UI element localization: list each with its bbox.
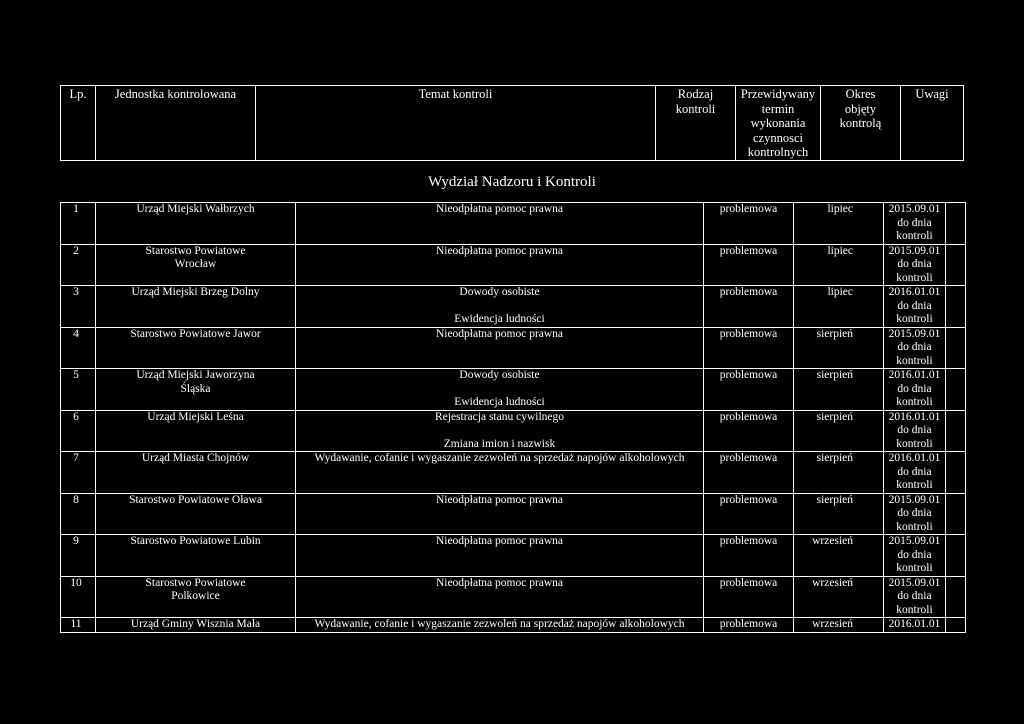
- row-period-line: 2015.09.01: [888, 493, 941, 506]
- header-term-line: Przewidywany: [740, 87, 816, 101]
- row-topic: [296, 576, 704, 618]
- row-term-text: sierpień: [816, 369, 853, 381]
- row-unit: [96, 535, 296, 577]
- row-type: [704, 327, 794, 369]
- row-topic-line: Dowody osobiste: [459, 369, 540, 381]
- row-number-text: 10: [70, 576, 82, 589]
- table-row: [61, 618, 966, 633]
- row-period-line: do dnia: [897, 548, 932, 561]
- row-period-line: kontroli: [896, 520, 933, 533]
- row-unit-line: Starostwo Powiatowe: [145, 576, 246, 589]
- row-period: [884, 410, 946, 452]
- row-unit-line: Starostwo Powiatowe Oława: [129, 493, 262, 506]
- row-period-line: do dnia: [897, 424, 932, 436]
- row-period-line: do dnia: [897, 382, 932, 395]
- row-topic: [296, 535, 704, 577]
- row-number-text: 6: [73, 410, 79, 423]
- row-type-text: problemowa: [719, 410, 778, 423]
- row-period-line: do dnia: [897, 590, 932, 602]
- row-unit: [96, 203, 296, 245]
- table-row: [61, 452, 966, 494]
- row-type: [704, 493, 794, 535]
- row-type-text: problemowa: [719, 452, 778, 464]
- row-period-line: 2015.09.01: [888, 576, 941, 589]
- row-term: [794, 203, 884, 245]
- row-type-text: problemowa: [719, 327, 778, 340]
- section-title: Wydział Nadzoru i Kontroli: [428, 174, 596, 190]
- row-unit-line: Urząd Miasta Chojnów: [141, 452, 250, 464]
- row-type-text: problemowa: [719, 618, 778, 630]
- row-number: [61, 327, 96, 369]
- row-topic: [296, 410, 704, 452]
- row-number-text: 3: [73, 286, 79, 298]
- header-period-line: Okres: [845, 87, 876, 101]
- row-number: [61, 286, 96, 328]
- row-period-line: kontroli: [896, 313, 933, 325]
- row-type-text: problemowa: [719, 244, 778, 257]
- header-term-line: kontrolnych: [747, 145, 809, 159]
- row-number-text: 11: [70, 618, 82, 630]
- row-term: [794, 493, 884, 535]
- row-number-text: 2: [73, 244, 79, 257]
- row-type: [704, 286, 794, 328]
- row-period: [884, 203, 946, 245]
- header-unit: Jednostka kontrolowana: [96, 86, 256, 161]
- row-number: [61, 535, 96, 577]
- row-unit-line: Starostwo Powiatowe: [145, 244, 246, 257]
- row-topic: [296, 493, 704, 535]
- row-term: [794, 410, 884, 452]
- row-number: [61, 452, 96, 494]
- row-topic-line: Ewidencja ludności: [454, 313, 545, 325]
- row-term: [794, 618, 884, 633]
- row-notes: [946, 535, 966, 577]
- row-term: [794, 327, 884, 369]
- row-unit: [96, 618, 296, 633]
- row-type: [704, 535, 794, 577]
- row-term: [794, 244, 884, 286]
- header-term-line: termin: [761, 101, 795, 116]
- row-period-line: 2016.01.01: [888, 286, 941, 298]
- row-type-text: problemowa: [719, 576, 778, 589]
- row-number-text: 9: [73, 535, 79, 547]
- row-period-line: kontroli: [896, 562, 933, 574]
- header-lp: Lp.: [61, 86, 96, 161]
- table-row: [61, 327, 966, 369]
- row-term-text: sierpień: [816, 410, 853, 423]
- row-notes: [946, 493, 966, 535]
- row-period-line: do dnia: [897, 341, 932, 353]
- row-period-line: kontroli: [896, 354, 933, 367]
- header-term-line: czynnosci: [753, 130, 803, 145]
- row-number: [61, 244, 96, 286]
- header-type-line: Rodzaj: [677, 87, 714, 101]
- header-topic: Temat kontroli: [256, 86, 656, 161]
- row-notes: [946, 244, 966, 286]
- row-topic: [296, 327, 704, 369]
- row-unit-line: Urząd Gminy Wisznia Mała: [130, 618, 261, 630]
- row-period-line: do dnia: [897, 258, 932, 270]
- row-period: [884, 452, 946, 494]
- row-unit: [96, 452, 296, 494]
- row-unit: [96, 410, 296, 452]
- row-period-line: 2016.01.01: [888, 369, 941, 381]
- row-period-line: 2015.09.01: [888, 535, 941, 547]
- row-period-line: do dnia: [897, 465, 932, 478]
- row-period-line: do dnia: [897, 299, 932, 312]
- row-type-text: problemowa: [719, 203, 778, 215]
- table-row: [61, 493, 966, 535]
- row-unit-line: Wrocław: [174, 258, 217, 270]
- row-period-line: kontroli: [896, 396, 933, 408]
- row-topic-line: Wydawanie, cofanie i wygaszanie zezwoleń na sprzedaż napojów alkoholowych: [314, 618, 685, 630]
- table-row: [61, 410, 966, 452]
- header-term-line: wykonania: [750, 116, 806, 130]
- row-topic-line: Nieodpłatna pomoc prawna: [435, 244, 564, 257]
- header-period-line: objęty: [844, 101, 877, 116]
- table-row: [61, 203, 966, 245]
- row-topic: [296, 203, 704, 245]
- row-period-line: kontroli: [896, 230, 933, 242]
- row-period-line: 2016.01.01: [888, 410, 941, 423]
- row-unit: [96, 286, 296, 328]
- row-unit-line: Starostwo Powiatowe Lubin: [130, 535, 261, 547]
- row-term: [794, 576, 884, 618]
- row-period: [884, 576, 946, 618]
- row-notes: [946, 369, 966, 411]
- row-unit-line: Urząd Miejski Wałbrzych: [136, 203, 255, 215]
- row-period-line: do dnia: [897, 216, 932, 229]
- row-number-text: 1: [73, 203, 79, 215]
- row-topic-line: Rejestracja stanu cywilnego: [434, 410, 564, 423]
- row-unit-line: Urząd Miejski Jaworzyna: [136, 369, 255, 381]
- row-period-line: 2015.09.01: [888, 203, 941, 215]
- row-topic: [296, 244, 704, 286]
- row-number: [61, 369, 96, 411]
- row-number: [61, 493, 96, 535]
- row-topic-line: Nieodpłatna pomoc prawna: [435, 203, 564, 215]
- row-notes: [946, 286, 966, 328]
- row-term-text: wrzesień: [812, 576, 853, 589]
- row-period-line: 2015.09.01: [888, 327, 941, 340]
- row-topic-line: Nieodpłatna pomoc prawna: [435, 327, 564, 340]
- row-topic-line: Ewidencja ludności: [454, 396, 545, 408]
- row-type: [704, 576, 794, 618]
- table-row: [61, 369, 966, 411]
- controls-table-body: [61, 203, 966, 633]
- row-unit: [96, 576, 296, 618]
- row-period-line: kontroli: [896, 603, 933, 616]
- row-unit: [96, 369, 296, 411]
- row-period: [884, 286, 946, 328]
- row-type: [704, 618, 794, 633]
- row-period-line: kontroli: [896, 479, 933, 491]
- row-type: [704, 244, 794, 286]
- header-type: [656, 86, 736, 161]
- row-number: [61, 618, 96, 633]
- row-period: [884, 618, 946, 633]
- table-row: [61, 576, 966, 618]
- row-notes: [946, 410, 966, 452]
- row-term-text: wrzesień: [812, 618, 853, 630]
- row-period-line: 2016.01.01: [888, 452, 941, 464]
- row-notes: [946, 576, 966, 618]
- row-number-text: 8: [73, 493, 79, 506]
- table-row: [61, 535, 966, 577]
- row-type-text: problemowa: [719, 535, 778, 547]
- row-term: [794, 452, 884, 494]
- row-term-text: lipiec: [827, 286, 853, 298]
- row-term: [794, 535, 884, 577]
- row-term-text: sierpień: [816, 493, 853, 506]
- row-topic-line: Nieodpłatna pomoc prawna: [435, 535, 564, 547]
- row-unit-line: Starostwo Powiatowe Jawor: [130, 327, 261, 340]
- row-topic-line: Wydawanie, cofanie i wygaszanie zezwoleń na sprzedaż napojów alkoholowych: [314, 452, 685, 464]
- row-term: [794, 369, 884, 411]
- row-topic: [296, 369, 704, 411]
- row-period: [884, 493, 946, 535]
- row-topic-line: Zmiana imion i nazwisk: [443, 437, 556, 450]
- row-period: [884, 327, 946, 369]
- row-type-text: problemowa: [719, 286, 778, 298]
- row-type-text: problemowa: [719, 493, 778, 506]
- row-period: [884, 535, 946, 577]
- row-number-text: 5: [73, 369, 79, 381]
- row-period-line: kontroli: [896, 437, 933, 450]
- row-type: [704, 410, 794, 452]
- header-period-line: kontrolą: [839, 116, 882, 130]
- row-notes: [946, 618, 966, 633]
- row-type: [704, 369, 794, 411]
- row-unit-line: Polkowice: [171, 590, 220, 602]
- header-table: [60, 85, 964, 161]
- table-row: [61, 286, 966, 328]
- row-period-line: 2016.01.01: [888, 618, 941, 630]
- row-number-text: 7: [73, 452, 79, 464]
- row-notes: [946, 327, 966, 369]
- row-type: [704, 452, 794, 494]
- row-number: [61, 203, 96, 245]
- row-term-text: wrzesień: [812, 535, 853, 547]
- row-term-text: sierpień: [816, 327, 853, 340]
- row-unit-line: Śląska: [180, 382, 211, 395]
- row-period-line: do dnia: [897, 507, 932, 519]
- table-row: [61, 244, 966, 286]
- row-period-line: 2015.09.01: [888, 244, 941, 257]
- row-unit: [96, 244, 296, 286]
- row-period: [884, 244, 946, 286]
- row-topic-line: Nieodpłatna pomoc prawna: [435, 493, 564, 506]
- row-topic: [296, 452, 704, 494]
- row-unit: [96, 493, 296, 535]
- row-period-line: kontroli: [896, 271, 933, 284]
- row-topic-line: Nieodpłatna pomoc prawna: [435, 576, 564, 589]
- row-unit: [96, 327, 296, 369]
- row-term-text: lipiec: [827, 244, 853, 257]
- row-topic: [296, 618, 704, 633]
- header-period: [821, 86, 901, 161]
- header-notes: Uwagi: [901, 86, 964, 161]
- header-type-line: kontroli: [675, 101, 716, 116]
- row-type-text: problemowa: [719, 369, 778, 381]
- row-type: [704, 203, 794, 245]
- row-period: [884, 369, 946, 411]
- header-term: [736, 86, 821, 161]
- row-unit-line: Urząd Miejski Leśna: [147, 410, 244, 423]
- row-term-text: sierpień: [816, 452, 853, 464]
- row-term-text: lipiec: [827, 203, 853, 215]
- row-number: [61, 410, 96, 452]
- row-number: [61, 576, 96, 618]
- row-notes: [946, 452, 966, 494]
- row-topic: [296, 286, 704, 328]
- row-unit-line: Urząd Miejski Brzeg Dolny: [131, 286, 260, 298]
- row-number-text: 4: [73, 327, 79, 340]
- controls-table: [60, 202, 966, 633]
- row-topic-line: Dowody osobiste: [459, 286, 540, 298]
- row-term: [794, 286, 884, 328]
- row-notes: [946, 203, 966, 245]
